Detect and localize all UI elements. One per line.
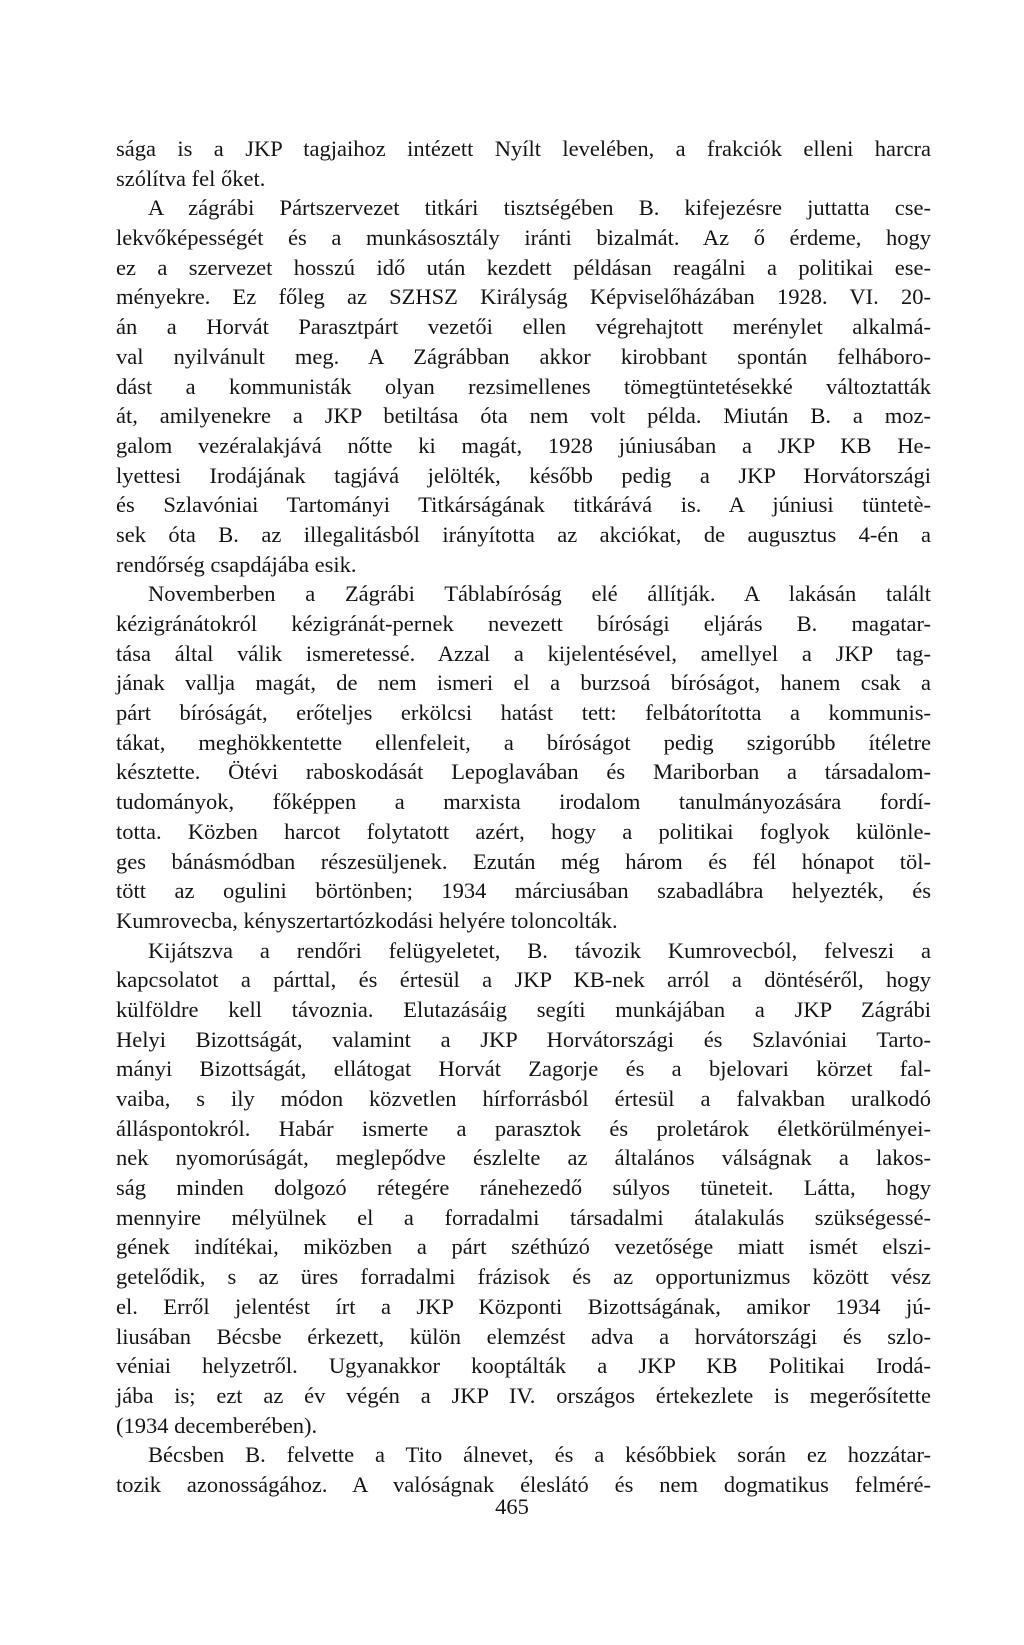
text-line: párt bíróságát, erőteljes erkölcsi hatást tett: felbátorította a kommunis- — [116, 700, 931, 726]
text-line: Kumrovecba, kényszertartózkodási helyére toloncolták. — [116, 907, 618, 933]
text-line: gének indítékai, miközben a párt széthúzó vezetősége miatt ismét elszi- — [116, 1234, 931, 1260]
text-line: totta. Közben harcot folytatott azért, hogy a politikai foglyok különle- — [116, 818, 931, 844]
text-line: ges bánásmódban részesüljenek. Ezután még három és fél hónapot töl- — [116, 848, 931, 874]
page-number: 465 — [495, 1494, 529, 1519]
text-line: kézigránátokról kézigránát-pernek nevezett bírósági eljárás B. magatar- — [116, 611, 931, 636]
body-text — [116, 134, 931, 1500]
text-line: át, amilyenekre a JKP betiltása óta nem volt példa. Miután B. a moz- — [116, 403, 931, 429]
text-line: tozik azonosságához. A valóságnak éleslátó és nem dogmatikus felméré- — [116, 1471, 931, 1497]
text-line: A zágrábi Pártszervezet titkári tisztségében B. kifejezésre juttatta cse- — [148, 195, 931, 221]
text-line: Novemberben a Zágrábi Táblabíróság elé állítják. A lakásán talált — [148, 581, 931, 607]
text-line: getelődik, s az üres forradalmi frázisok és az opportunizmus között vész — [116, 1264, 931, 1290]
text-line: tött az ogulini börtönben; 1934 márciusában szabadlábra helyezték, és — [116, 878, 931, 904]
text-line: szólítva fel őket. — [116, 165, 266, 191]
text-line: ményekre. Ez főleg az SZHSZ Királyság Képviselőházában 1928. VI. 20- — [116, 284, 931, 310]
text-line: sek óta B. az illegalitásból irányította az akciókat, de augusztus 4-én a — [116, 521, 931, 547]
text-line: nek nyomorúságát, meglepődve észlelte az általános válságnak a lakos- — [116, 1145, 931, 1171]
text-line: el. Erről jelentést írt a JKP Központi Bizottságának, amikor 1934 jú- — [116, 1293, 931, 1319]
text-line: án a Horvát Parasztpárt vezetői ellen végrehajtott merénylet alkalmá- — [116, 314, 931, 340]
text-line: (1934 decemberében). — [116, 1412, 318, 1438]
text-line: jának vallja magát, de nem ismeri el a burzsoá bíróságot, hanem csak a — [116, 670, 931, 696]
text-line: lekvőképességét és a munkásosztály iránti bizalmát. Az ő érdeme, hogy — [116, 225, 931, 251]
text-line: Bécsben B. felvette a Tito álnevet, és a későbbiek során ez hozzátar- — [148, 1442, 931, 1468]
text-line: mennyire mélyülnek el a forradalmi társadalmi átalakulás szükségessé- — [116, 1204, 931, 1230]
text-line: jába is; ezt az év végén a JKP IV. országos értekezlete is megerősítette — [116, 1382, 931, 1408]
text-line: galom vezéralakjává nőtte ki magát, 1928 júniusában a JKP KB He- — [116, 432, 931, 458]
text-line: tudományok, főképpen a marxista irodalom tanulmányozására fordí- — [116, 789, 931, 815]
text-line: mányi Bizottságát, ellátogat Horvát Zagorje és a bjelovari körzet fal- — [116, 1056, 931, 1082]
text-line: dást a kommunisták olyan rezsimellenes tömegtüntetésekké változtatták — [116, 373, 931, 399]
text-line: kapcsolatot a párttal, és értesül a JKP KB-nek arról a döntéséről, hogy — [116, 967, 931, 993]
text-line: külföldre kell távoznia. Elutazásáig segíti munkájában a JKP Zágrábi — [116, 996, 931, 1022]
text-line: Helyi Bizottságát, valamint a JKP Horvátországi és Szlavóniai Tarto- — [116, 1026, 931, 1052]
text-line: tákat, meghökkentette ellenfeleit, a bíróságot pedig szigorúbb ítéletre — [116, 729, 931, 755]
text-line: Kijátszva a rendőri felügyeletet, B. távozik Kumrovecból, felveszi a — [148, 937, 931, 963]
text-line: véniai helyzetről. Ugyanakkor kooptálták a JKP KB Politikai Irodá- — [116, 1353, 931, 1379]
text-line: tása által válik ismeretessé. Azzal a kijelentésével, amellyel a JKP tag- — [116, 640, 931, 666]
text-line: vaiba, s ily módon közvetlen hírforrásból értesül a falvakban uralkodó — [116, 1086, 931, 1111]
text-line: lyettesi Irodájának tagjává jelölték, később pedig a JKP Horvátországi — [116, 462, 931, 488]
text-line: ság minden dolgozó rétegére ránehezedő súlyos tüneteit. Látta, hogy — [116, 1175, 931, 1201]
text-line: ez a szervezet hosszú idő után kezdett példásan reagálni a politikai ese- — [116, 254, 931, 280]
text-line: sága is a JKP tagjaihoz intézett Nyílt levelében, a frakciók elleni harcra — [116, 136, 931, 161]
text-line: álláspontokról. Habár ismerte a parasztok és proletárok életkörülményei- — [116, 1115, 931, 1141]
text-line: val nyilvánult meg. A Zágrábban akkor kirobbant spontán felháboro- — [116, 343, 931, 369]
text-line: rendőrség csapdájába esik. — [116, 551, 357, 577]
text-line: késztette. Ötévi raboskodását Lepoglavában és Mariborban a társadalom- — [116, 759, 931, 785]
text-line: liusában Bécsbe érkezett, külön elemzést adva a horvátországi és szlo- — [116, 1323, 931, 1349]
text-line: és Szlavóniai Tartományi Titkárságának titkárává is. A júniusi tüntetè- — [116, 492, 931, 518]
